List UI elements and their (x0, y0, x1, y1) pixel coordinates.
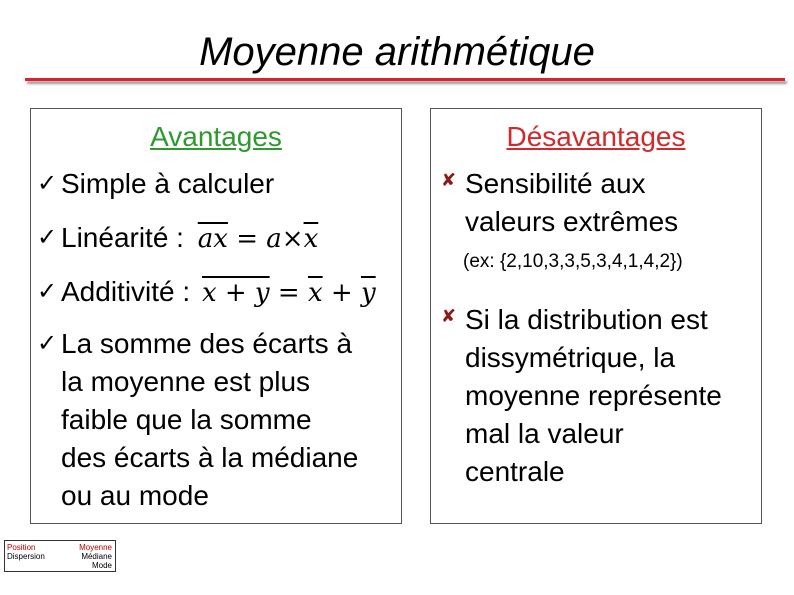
checkmark-icon: ✓ (37, 170, 58, 197)
checkmark-icon: ✓ (37, 330, 58, 357)
legend-mode[interactable]: Mode (91, 561, 112, 570)
additivity-formula: $x + y = \overline{x} + \overline{y}$ (201, 278, 376, 308)
legend-mediane[interactable]: Médiane (81, 552, 112, 561)
legend-position[interactable]: Position (7, 543, 36, 552)
linearity-formula: $\overline{ax} = a\times\overline{x}$ (197, 224, 319, 254)
disadvantage-item-extremes: ✘ Sensibilité aux valeurs extrêmes (ex: {2,10,3,3,5,3,4,1,4,2}) (441, 165, 683, 275)
advantage-item-simple: ✓ Simple à calculer (37, 165, 274, 203)
disadvantages-heading: Désavantages (506, 121, 686, 152)
advantage-item-additivity: ✓ Additivité : $x + y = \overline{x} + \overline{y}$ (37, 273, 376, 312)
title-underline (25, 78, 785, 81)
advantages-panel (30, 108, 402, 524)
cross-icon: ✘ (441, 170, 457, 190)
disadvantages-panel (430, 108, 762, 524)
checkmark-icon: ✓ (37, 278, 58, 305)
page-title: Moyenne arithmétique (199, 30, 595, 74)
advantages-heading: Avantages (150, 121, 282, 152)
example-note: (ex: {2,10,3,3,5,3,4,1,4,2}) (463, 251, 683, 272)
navigation-legend (4, 540, 116, 572)
checkmark-icon: ✓ (37, 224, 58, 251)
advantage-item-deviations: ✓ La somme des écarts à la moyenne est plus faible que la somme des écarts à la médiane ou au mode (37, 325, 358, 515)
legend-moyenne[interactable]: Moyenne (79, 543, 112, 552)
cross-icon: ✘ (441, 306, 457, 326)
advantage-item-linearity: ✓ Linéarité : $\overline{ax} = a\times\overline{x}$ (37, 219, 318, 258)
legend-dispersion[interactable]: Dispersion (7, 552, 45, 561)
disadvantage-item-asymmetry: ✘ Si la distribution est dissymétrique, la moyenne représente mal la valeur centrale (441, 301, 722, 491)
